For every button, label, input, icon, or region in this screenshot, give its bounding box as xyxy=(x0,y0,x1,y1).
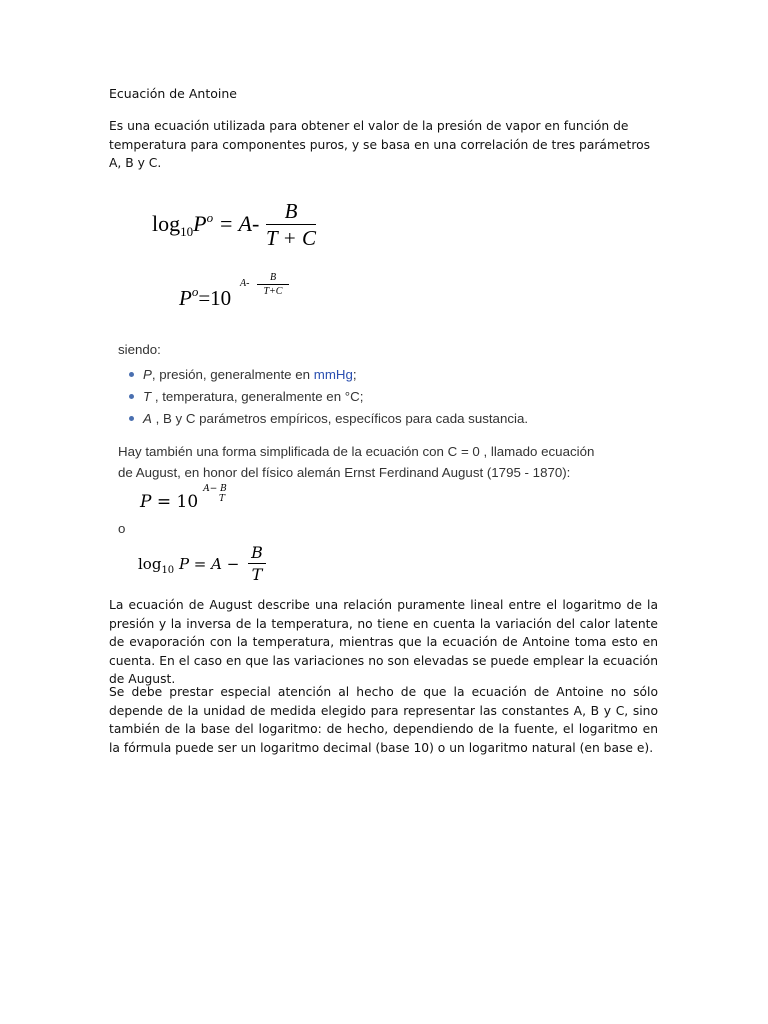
formula3-var: P xyxy=(140,492,152,512)
formula2-denominator: T+C xyxy=(263,286,283,297)
formula2-exp-fraction xyxy=(257,272,289,297)
formula1-sup: o xyxy=(206,210,214,225)
formula3-numerator: B xyxy=(220,484,227,494)
formula4-log: log xyxy=(138,555,162,573)
formula2-sup: o xyxy=(191,284,199,299)
formula1-var: P xyxy=(193,211,207,236)
formula3-denominator: T xyxy=(218,494,225,504)
formula4-var: P = A − xyxy=(174,555,240,573)
or-label: o xyxy=(118,521,126,536)
bullet-icon xyxy=(129,394,134,399)
list-item: A , B y C parámetros empíricos, específicos para cada sustancia. xyxy=(118,411,528,426)
formula1-fraction xyxy=(266,200,316,249)
august-intro-line1: Hay también una forma simplificada de la ecuación con C = 0 , llamado ecuación xyxy=(118,444,595,459)
formula3-eq: = 10 xyxy=(151,492,199,512)
formula4-fraction xyxy=(248,543,266,584)
formula3-exponent xyxy=(200,484,230,504)
siendo-label: siendo: xyxy=(118,342,161,357)
formula4-sub: 10 xyxy=(161,565,175,576)
fraction-bar xyxy=(266,224,316,225)
formula2-var: P xyxy=(179,286,192,310)
formula4-denominator: T xyxy=(251,565,263,585)
formula1-numerator: B xyxy=(284,199,298,223)
formula2-exp-a: A- xyxy=(240,278,250,289)
formula2-eq: =10 xyxy=(198,286,232,310)
list-item: T , temperatura, generalmente en °C; xyxy=(118,389,363,404)
list-item: P, presión, generalmente en mmHg; xyxy=(118,367,357,382)
fraction-bar xyxy=(248,563,266,564)
mmhg-link[interactable]: mmHg xyxy=(313,367,353,382)
formula1-denominator: T + C xyxy=(266,226,316,251)
units-paragraph: Se debe prestar especial atención al hecho de que la ecuación de Antoine no sólo depende de la unidad de medida elegido para representar las constantes A, B y C, sino también de la base del logaritmo: de hecho, dependiendo de la fuente, el logaritmo en la fórmula puede ser un logaritmo decimal (base 10) o un logaritmo natural (en base e). xyxy=(109,685,658,755)
august-paragraph: La ecuación de August describe una relación puramente lineal entre el logaritmo de la presión y la inversa de la temperatura, no tiene en cuenta la variación del calor latente de evaporación con la temperatura, mientras que la ecuación de Antoine toma esto en cuenta. En el caso en que las variaciones no son elevadas se puede emplear la ecuación de August. xyxy=(109,598,658,687)
formula1-eq: = A- xyxy=(213,211,260,236)
bullet-icon xyxy=(129,416,134,421)
document-title: Ecuación de Antoine xyxy=(109,86,237,101)
bullet-icon xyxy=(129,372,134,377)
formula1-log: log xyxy=(152,211,181,236)
august-intro-line2: de August, en honor del físico alemán Ernst Ferdinand August (1795 - 1870): xyxy=(118,465,571,480)
formula2-numerator: B xyxy=(269,272,277,283)
fraction-bar xyxy=(257,284,289,285)
intro-paragraph: Es una ecuación utilizada para obtener el valor de la presión de vapor en función de temperatura para componentes puros, y se basa en una correlación de tres parámetros A, B y C. xyxy=(109,119,651,170)
formula4-numerator: B xyxy=(251,543,263,562)
formula1-sub: 10 xyxy=(180,224,194,239)
formula3-exp-a: A− xyxy=(203,484,218,494)
august-intro xyxy=(118,441,638,483)
